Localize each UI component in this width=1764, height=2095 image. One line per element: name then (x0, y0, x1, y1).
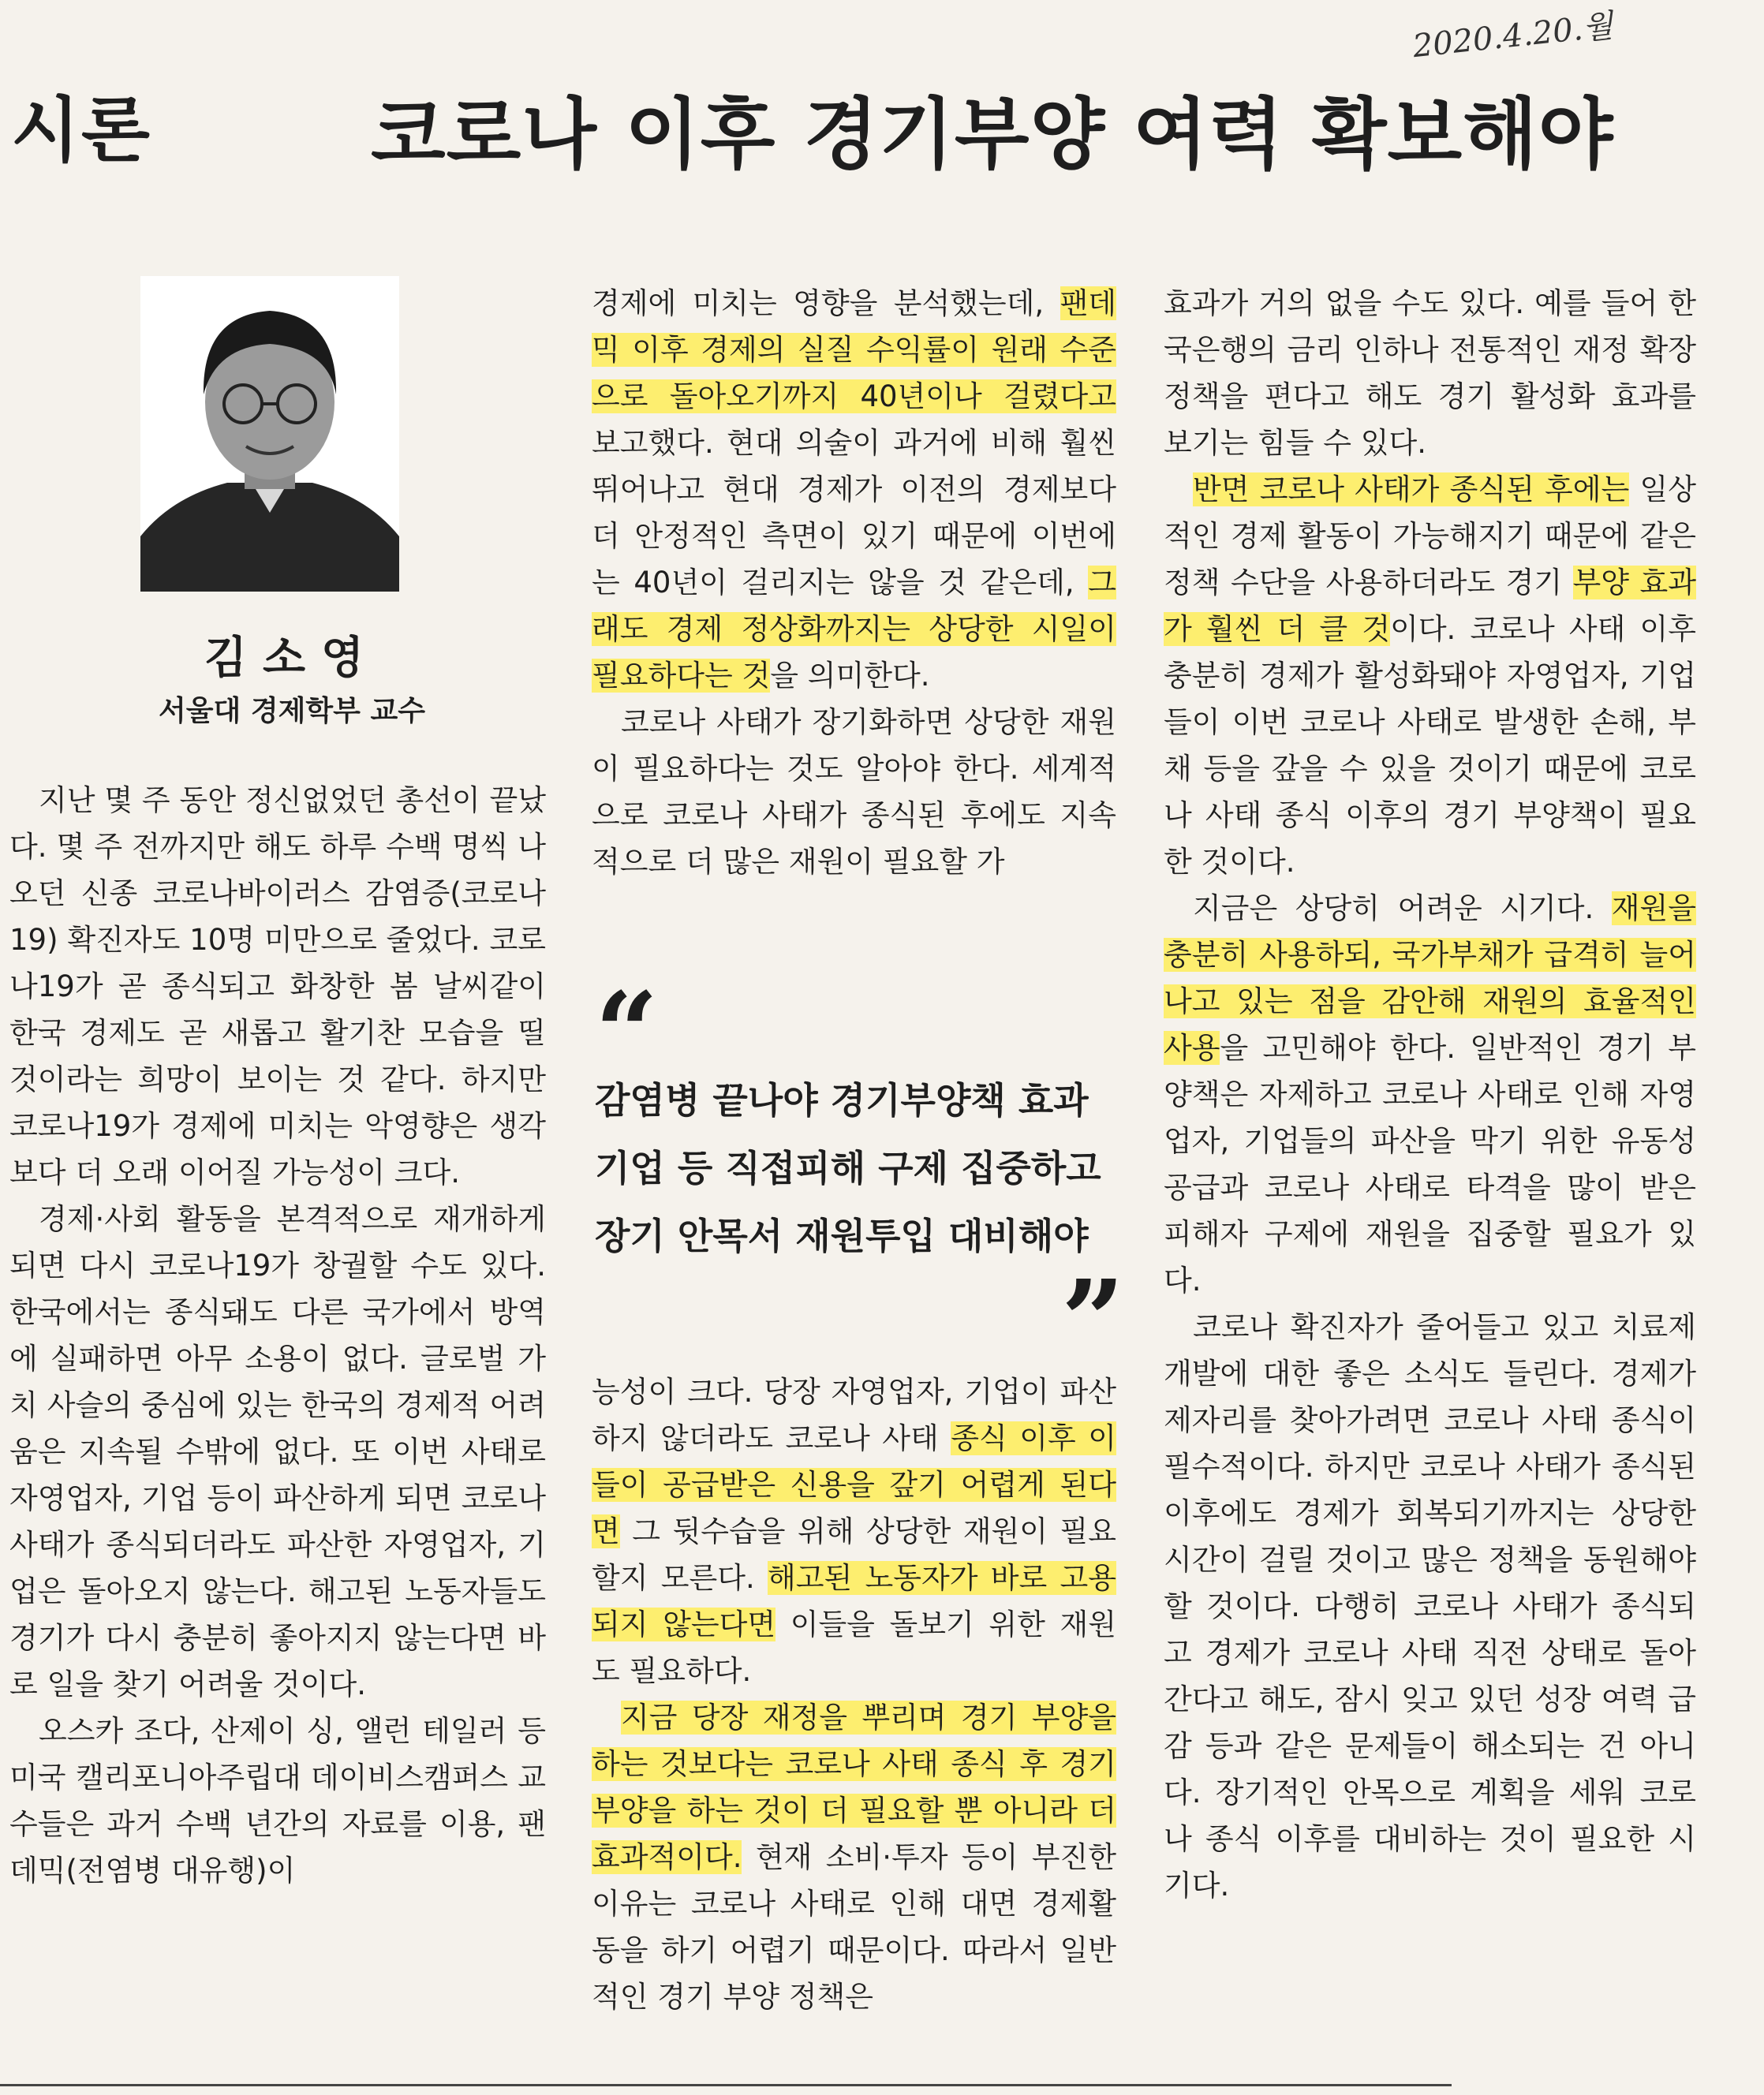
author-name: 김소영 (204, 632, 380, 684)
pull-quote-line: 기업 등 직접피해 구제 집중하고 (595, 1147, 1101, 1189)
paragraph: 코로나 확진자가 줄어들고 있고 치료제 개발에 대한 좋은 소식도 들린다. 경제가 제자리를 찾아가려면 코로나 사태 종식이 필수적이다. 하지만 코로나 사태가 종식된 이후에도 경제가 회복되기까지는 상당한 시간이 걸릴 것이고 많은 정책을 동원해야 할 것이다. 다행히 코로나 사태가 종식되고 경제가 코로나 사태 직전 상태로 돌아간다고 해도, 잠시 잊고 있던 성장 여력 급감 등과 같은 문제들이 해소되는 건 아니다. 장기적인 안목으로 계획을 세워 코로나 종식 이후를 대비하는 것이 필요한 시기다. (1164, 1310, 1696, 1903)
author-title: 서울대 경제학부 교수 (158, 695, 426, 727)
author-photo (140, 276, 399, 592)
open-quote-mark: “ (595, 969, 659, 1098)
paragraph: 능성이 크다. 당장 자영업자, 기업이 파산하지 않더라도 코로나 사태 종식 이후 이들이 공급받은 신용을 갚기 어렵게 된다면 그 뒷수습을 위해 상당한 재원이 필요할지 모른다. 해고된 노동자가 바로 고용되지 않는다면 이들을 돌보기 위한 재원도 필요하다. (592, 1375, 1116, 1688)
paragraph: 반면 코로나 사태가 종식된 후에는 일상적인 경제 활동이 가능해지기 때문에 같은 정책 수단을 사용하더라도 경기 부양 효과가 훨씬 더 클 것이다. 코로나 사태 이후 충분히 경제가 활성화돼야 자영업자, 기업들이 이번 코로나 사태로 발생한 손해, 부채 등을 갚을 수 있을 것이기 때문에 코로나 사태 종식 이후의 경기 부양책이 필요한 것이다. (1164, 472, 1697, 879)
handwritten-date: 2020.4.20.월 (1411, 7, 1616, 65)
highlighted-text: 재원을 충분히 사용하되, 국가부채가 급격히 늘어나고 있는 점을 감안해 재원의 효율적인 사용 (1164, 891, 1696, 1065)
paragraph: 경제에 미치는 영향을 분석했는데, 팬데믹 이후 경제의 실질 수익률이 원래 수준으로 돌아오기까지 40년이나 걸렸다고 보고했다. 현대 의술이 과거에 비해 훨씬 뛰어나고 현대 경제가 이전의 경제보다 더 안정적인 측면이 있기 때문에 이번에는 40년이 걸리지는 않을 것 같은데, 그래도 경제 정상화까지는 상당한 시일이 필요하다는 것을 의미한다. (592, 286, 1116, 693)
highlighted-text: 해고된 노동자가 바로 고용되지 않는다면 (592, 1561, 1116, 1641)
paragraph: 오스카 조다, 산제이 싱, 앨런 테일러 등 미국 캘리포니아주립대 데이비스캠퍼스 교수들은 과거 수백 년간의 자료를 이용, 팬데믹(전염병 대유행)이 (9, 1714, 546, 1888)
paragraph: 지금은 상당히 어려운 시기다. 재원을 충분히 사용하되, 국가부채가 급격히 늘어나고 있는 점을 감안해 재원의 효율적인 사용을 고민해야 한다. 일반적인 경기 부양책은 자제하고 코로나 사태로 인해 자영업자, 기업들의 파산을 막기 위한 유동성 공급과 코로나 사태로 타격을 많이 받은 피해자 구제에 재원을 집중할 필요가 있다. (1164, 891, 1696, 1298)
paragraph: 지금 당장 재정을 뿌리며 경기 부양을 하는 것보다는 코로나 사태 종식 후 경기 부양을 하는 것이 더 필요할 뿐 아니라 더 효과적이다. 현재 소비·투자 등이 부진한 이유는 코로나 사태로 인해 대면 경제활동을 하기 어렵기 때문이다. 따라서 일반적인 경기 부양 정책은 (592, 1701, 1116, 2014)
close-quote-mark: ” (1061, 1257, 1125, 1386)
pull-quote-line: 장기 안목서 재원투입 대비해야 (595, 1215, 1089, 1257)
column-2-top (592, 280, 1116, 885)
paragraph: 경제·사회 활동을 본격적으로 재개하게 되면 다시 코로나19가 창궐할 수도 있다. 한국에서는 종식돼도 다른 국가에서 방역에 실패하면 아무 소용이 없다. 글로벌 가치 사슬의 중심에 있는 한국의 경제적 어려움은 지속될 수밖에 없다. 또 이번 사태로 자영업자, 기업 등이 파산하게 되면 코로나 사태가 종식되더라도 파산한 자영업자, 기업은 돌아오지 않는다. 해고된 노동자들도 경기가 다시 충분히 좋아지지 않는다면 바로 일을 찾기 어려울 것이다. (9, 1202, 546, 1701)
highlighted-text: 반면 코로나 사태가 종식된 후에는 (1193, 472, 1630, 506)
column-2-bottom (592, 1369, 1116, 2020)
highlighted-text: 부양 효과가 훨씬 더 클 것 (1164, 566, 1696, 646)
highlighted-text: 팬데믹 이후 경제의 실질 수익률이 원래 수준으로 돌아오기까지 40년이나 걸렸다고 (592, 286, 1116, 413)
section-label: 시론 (11, 89, 151, 172)
column-1 (9, 777, 546, 1894)
paragraph: 코로나 사태가 장기화하면 상당한 재원이 필요하다는 것도 알아야 한다. 세계적으로 코로나 사태가 종식된 후에도 지속적으로 더 많은 재원이 필요할 가 (592, 705, 1116, 879)
headline: 코로나 이후 경기부양 여력 확보해야 (371, 90, 1614, 180)
paragraph: 효과가 거의 없을 수도 있다. 예를 들어 한국은행의 금리 인하나 전통적인 재정 확장 정책을 편다고 해도 경기 활성화 효과를 보기는 힘들 수 있다. (1164, 286, 1696, 460)
pull-quote-line: 감염병 끝나야 경기부양책 효과 (595, 1079, 1089, 1122)
highlighted-text: 지금 당장 재정을 뿌리며 경기 부양을 하는 것보다는 코로나 사태 종식 후 경기 부양을 하는 것이 더 필요할 뿐 아니라 더 효과적이다. (592, 1701, 1116, 1874)
column-3 (1164, 280, 1696, 1909)
highlighted-text: 종식 이후 이들이 공급받은 신용을 갚기 어렵게 된다면 (592, 1421, 1116, 1548)
pull-quote (595, 1066, 1131, 1270)
paragraph: 지난 몇 주 동안 정신없었던 총선이 끝났다. 몇 주 전까지만 해도 하루 수백 명씩 나오던 신종 코로나바이러스 감염증(코로나19) 확진자도 10명 미만으로 줄었다. 코로나19가 곧 종식되고 화창한 봄 날씨같이 한국 경제도 곧 새롭고 활기찬 모습을 띨 것이라는 희망이 보이는 것 같다. 하지만 코로나19가 경제에 미치는 악영향은 생각보다 더 오래 이어질 가능성이 크다. (9, 783, 546, 1189)
bottom-rule (0, 2084, 1452, 2086)
highlighted-text: 그래도 경제 정상화까지는 상당한 시일이 필요하다는 것 (592, 566, 1116, 693)
